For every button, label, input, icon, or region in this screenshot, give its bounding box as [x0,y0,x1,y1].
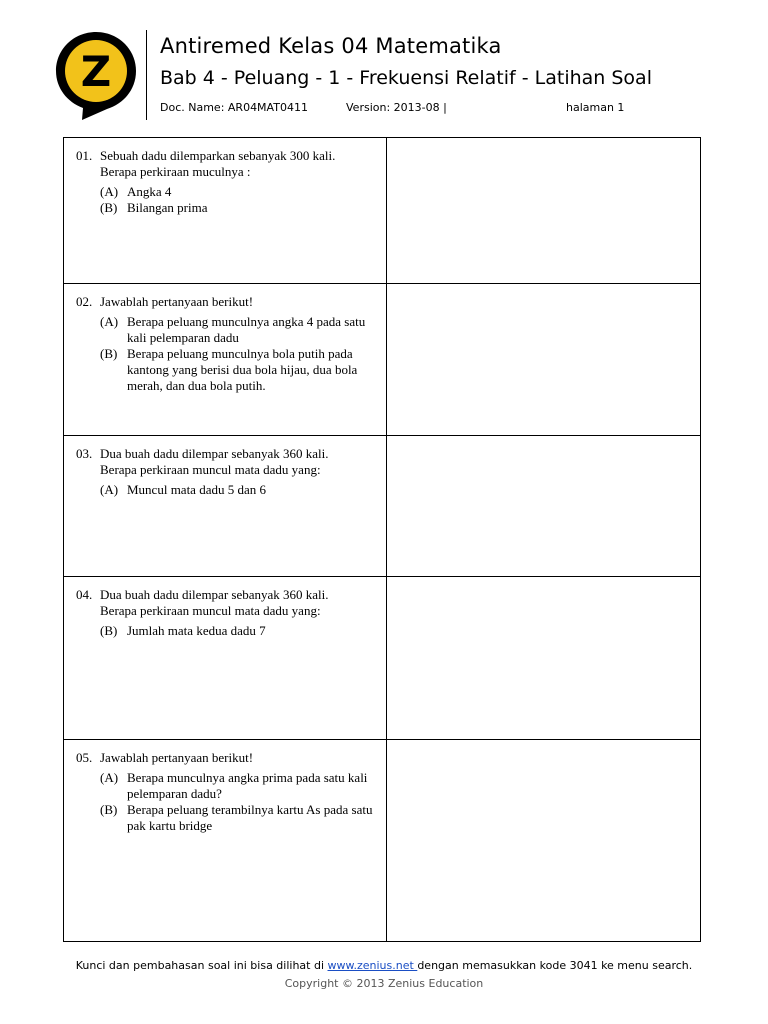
option-label: (A) [100,770,119,785]
question-text: Sebuah dadu dilemparkan sebanyak 300 kali. [100,148,336,163]
question-number: 02. [76,294,93,309]
question-1 [76,148,376,216]
question-row-3 [64,436,700,577]
option [100,623,376,639]
option-label: (A) [100,184,119,199]
page-title: Antiremed Kelas 04 Matematika [160,34,502,58]
option-label: (B) [100,802,118,817]
question-row-1 [64,138,700,284]
option [100,482,376,498]
option-text: Jumlah mata kedua dadu 7 [127,623,266,638]
option-text: Bilangan prima [127,200,208,215]
question-2 [76,294,376,394]
column-divider [386,577,387,739]
column-divider [386,740,387,941]
option-label: (B) [100,623,118,638]
option-text: Muncul mata dadu 5 dan 6 [127,482,266,497]
footer-text-before: Kunci dan pembahasan soal ini bisa dilihat di [75,959,328,972]
question-row-5 [64,740,700,941]
question-number: 04. [76,587,93,602]
column-divider [386,436,387,576]
question-number: 01. [76,148,93,163]
copyright: Copyright © 2013 Zenius Education [284,977,484,990]
doc-name: Doc. Name: AR04MAT0411 [160,101,308,114]
option-text: Berapa peluang terambilnya kartu As pada satu pak kartu bridge [127,802,373,833]
footer-note [0,959,768,972]
question-number: 03. [76,446,93,461]
version: Version: 2013-08 | [346,101,447,114]
questions-table [63,137,701,942]
option-text: Berapa munculnya angka prima pada satu kali pelemparan dadu? [127,770,368,801]
option [100,346,376,394]
question-5 [76,750,376,834]
zenius-logo [52,30,140,122]
question-text: Jawablah pertanyaan berikut! [100,750,254,765]
question-text: Berapa perkiraan muculnya : [100,164,251,179]
option [100,184,376,200]
question-text: Dua buah dadu dilempar sebanyak 360 kali. [100,446,329,461]
question-text: Dua buah dadu dilempar sebanyak 360 kali. [100,587,329,602]
column-divider [386,284,387,435]
logo-letter: Z [80,47,112,96]
option-text: Berapa peluang munculnya angka 4 pada satu kali pelemparan dadu [127,314,366,345]
question-number: 05. [76,750,93,765]
question-4 [76,587,376,639]
question-text: Berapa perkiraan muncul mata dadu yang: [100,462,321,477]
option-text: Berapa peluang munculnya bola putih pada kantong yang berisi dua bola hijau, dua bola merah, dan dua bola putih. [127,346,358,393]
column-divider [386,138,387,283]
header-divider [146,30,147,120]
question-row-2 [64,284,700,436]
page-subtitle: Bab 4 - Peluang - 1 - Frekuensi Relatif - Latihan Soal [160,67,652,89]
option [100,770,376,802]
option [100,314,376,346]
option [100,200,376,216]
option-text: Angka 4 [127,184,172,199]
option-label: (A) [100,314,119,329]
option-label: (B) [100,346,118,361]
question-text: Berapa perkiraan muncul mata dadu yang: [100,603,321,618]
footer-text-after: dengan memasukkan kode 3041 ke menu search. [417,959,693,972]
page-number: halaman 1 [566,101,625,114]
question-text: Jawablah pertanyaan berikut! [100,294,254,309]
option [100,802,376,834]
zenius-link[interactable]: www.zenius.net [327,959,418,972]
question-3 [76,446,376,498]
option-label: (A) [100,482,119,497]
question-row-4 [64,577,700,740]
option-label: (B) [100,200,118,215]
